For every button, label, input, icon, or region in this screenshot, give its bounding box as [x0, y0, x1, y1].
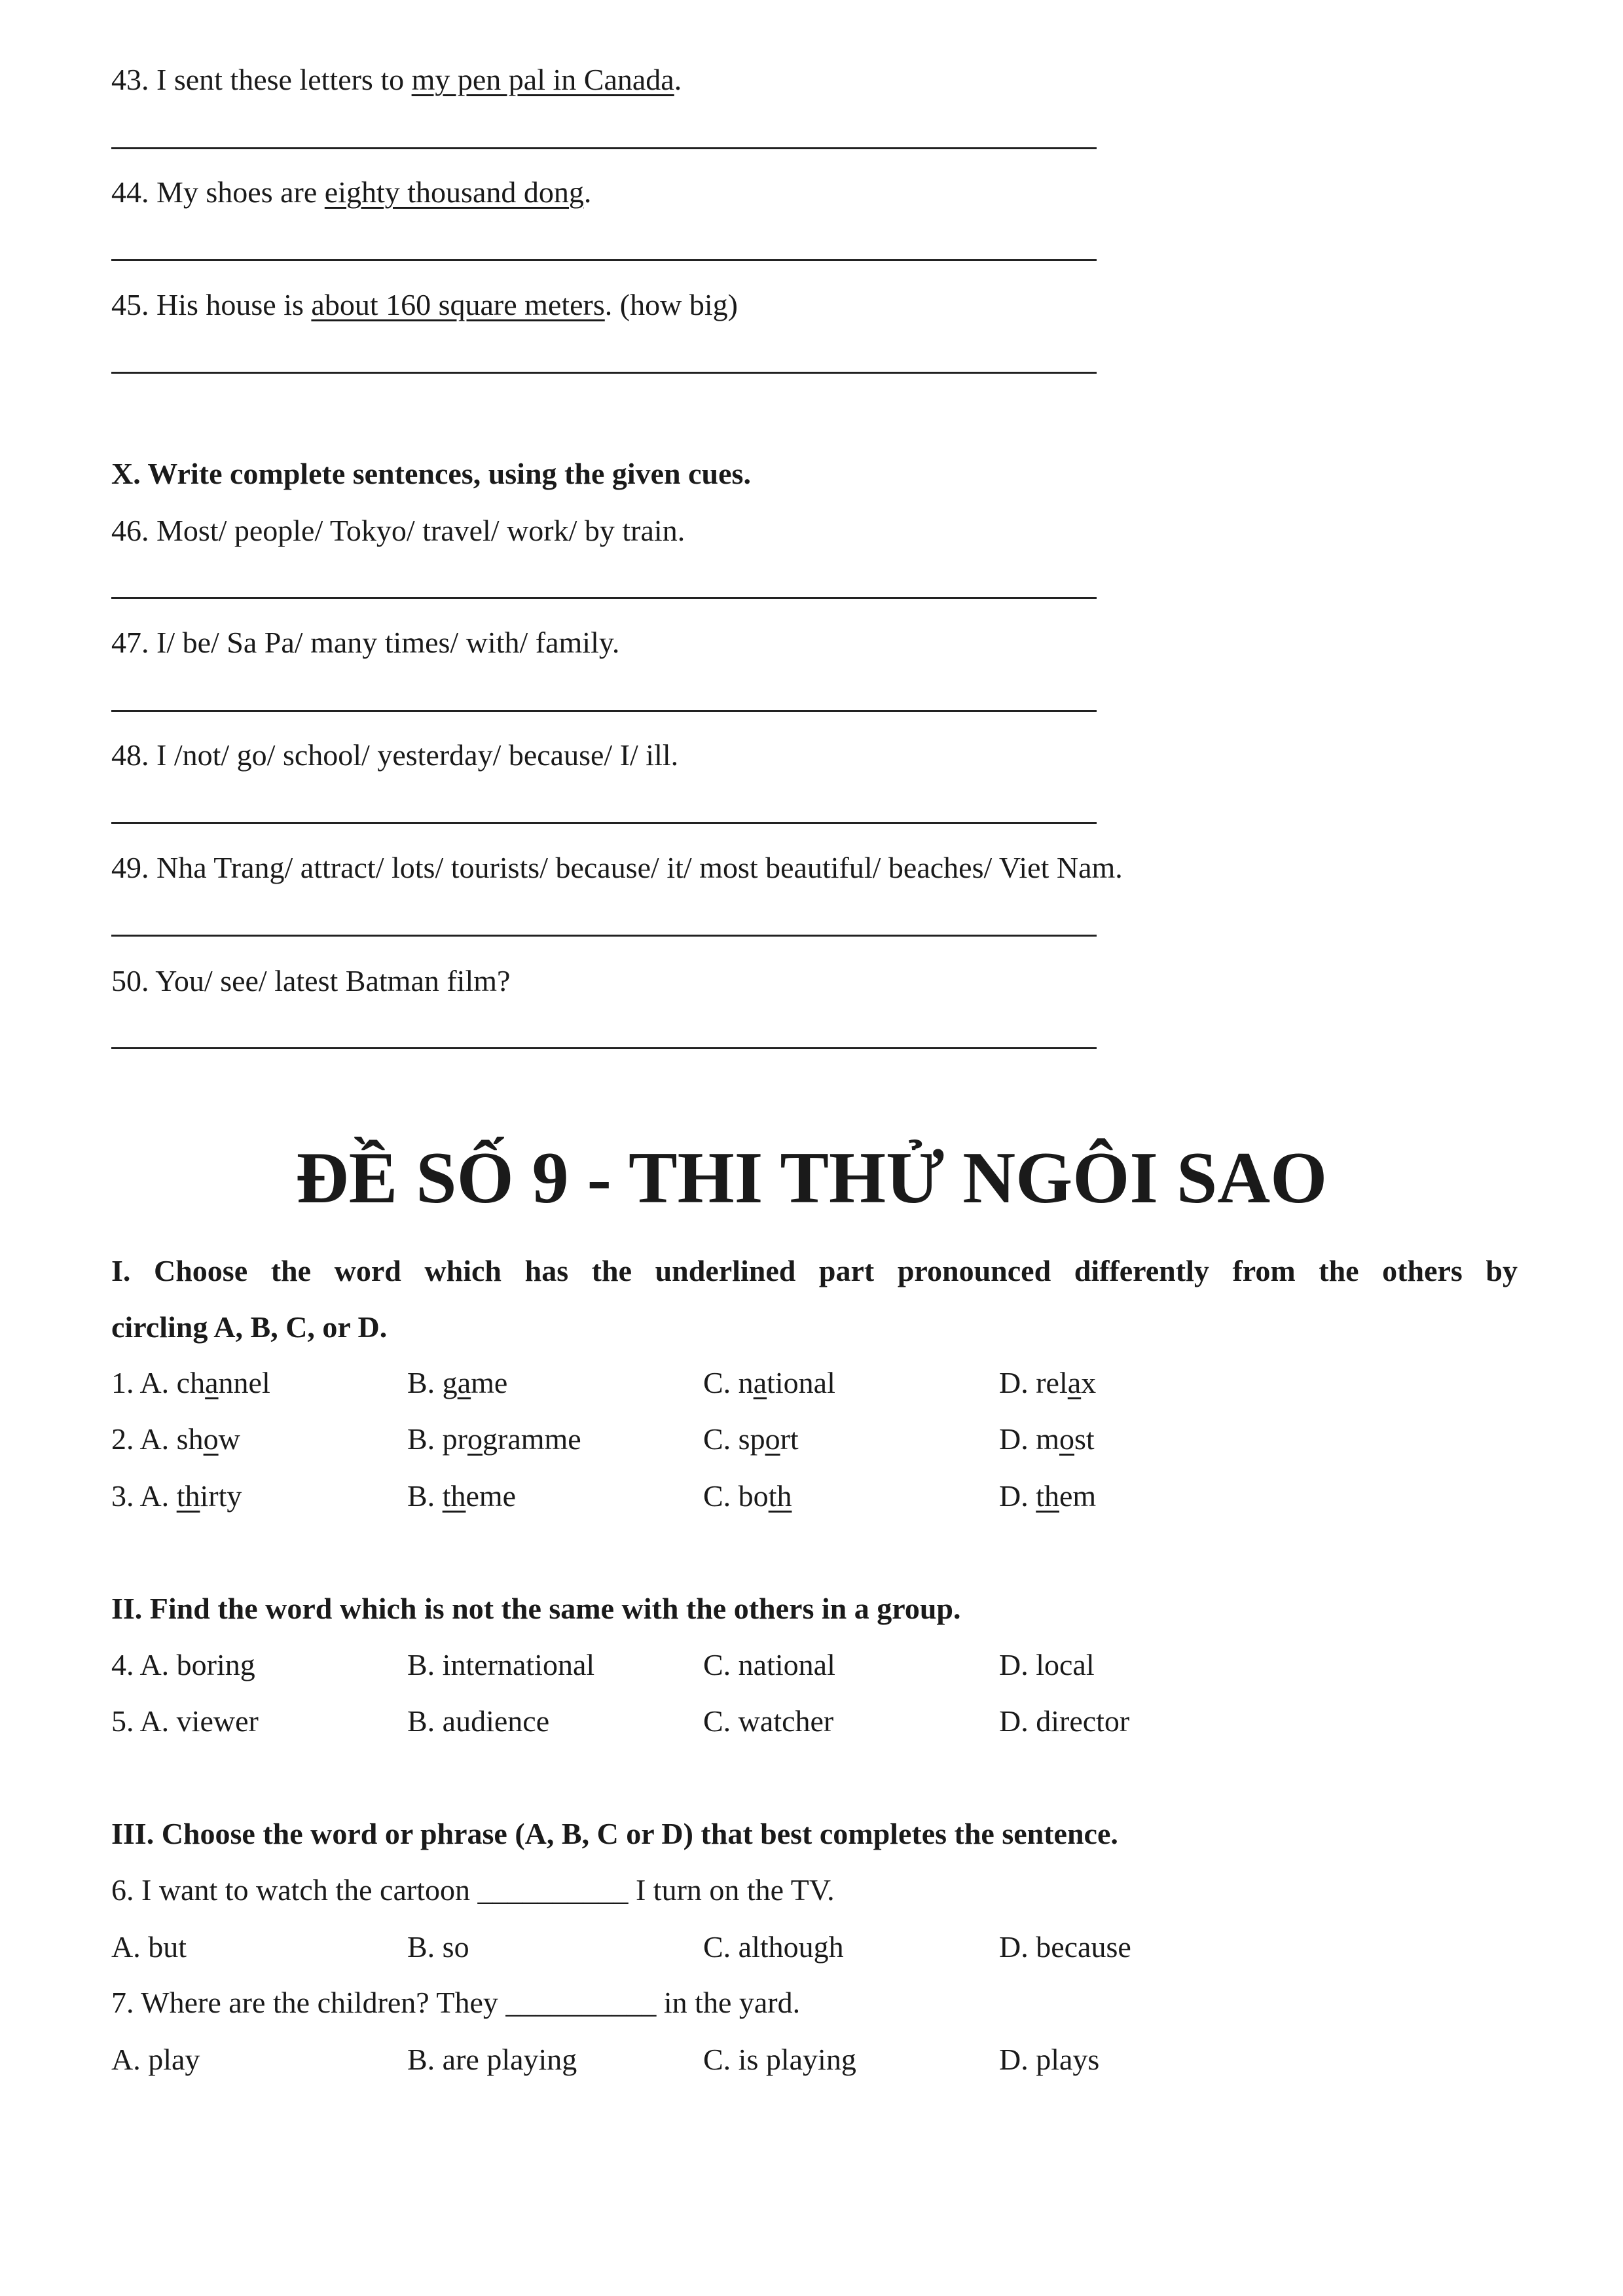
section-x-heading: X. Write complete sentences, using the given cues. [111, 457, 751, 490]
question-50: 50. You/ see/ latest Batman film? [111, 964, 511, 997]
option-3c[interactable]: C. both [703, 1479, 792, 1513]
option-3b[interactable]: B. theme [407, 1479, 517, 1513]
answer-line-48 [111, 822, 1097, 824]
option-5d[interactable]: D. director [999, 1704, 1130, 1738]
question-7: 7. Where are the children? They __________ in the yard. [111, 1986, 801, 2019]
answer-line-49 [111, 935, 1097, 937]
option-3d[interactable]: D. them [999, 1479, 1097, 1513]
exam-title: ĐỀ SỐ 9 - THI THỬ NGÔI SAO [295, 1138, 1328, 1219]
option-1d[interactable]: D. relax [999, 1366, 1097, 1399]
question-44: 44. My shoes are eighty thousand dong. [111, 175, 592, 209]
option-7a[interactable]: A. play [111, 2043, 200, 2076]
answer-line-44 [111, 259, 1097, 261]
option-2d[interactable]: D. most [999, 1422, 1095, 1456]
option-4a[interactable]: 4. A. boring [111, 1648, 255, 1681]
answer-line-45 [111, 372, 1097, 374]
option-2a[interactable]: 2. A. show [111, 1422, 240, 1456]
option-7b[interactable]: B. are playing [407, 2043, 577, 2076]
question-48: 48. I /not/ go/ school/ yesterday/ because/ I/ ill. [111, 738, 679, 772]
option-4c[interactable]: C. national [703, 1648, 835, 1681]
option-5b[interactable]: B. audience [407, 1704, 550, 1738]
question-47: 47. I/ be/ Sa Pa/ many times/ with/ family. [111, 626, 620, 659]
section-2-heading: II. Find the word which is not the same with the others in a group. [111, 1592, 961, 1625]
option-1b[interactable]: B. game [407, 1366, 508, 1399]
option-2b[interactable]: B. programme [407, 1422, 581, 1456]
option-6d[interactable]: D. because [999, 1930, 1131, 1964]
option-1a[interactable]: 1. A. channel [111, 1366, 270, 1399]
option-4d[interactable]: D. local [999, 1648, 1095, 1681]
option-6b[interactable]: B. so [407, 1930, 469, 1964]
option-6a[interactable]: A. but [111, 1930, 187, 1964]
answer-line-43 [111, 147, 1097, 149]
answer-line-47 [111, 710, 1097, 712]
option-7d[interactable]: D. plays [999, 2043, 1100, 2076]
question-6: 6. I want to watch the cartoon __________ I turn on the TV. [111, 1873, 835, 1907]
answer-line-46 [111, 597, 1097, 599]
question-45: 45. His house is about 160 square meters. (how big) [111, 288, 738, 321]
question-49: 49. Nha Trang/ attract/ lots/ tourists/ because/ it/ most beautiful/ beaches/ Viet Nam. [111, 851, 1123, 884]
section-3-heading: III. Choose the word or phrase (A, B, C or D) that best completes the sentence. [111, 1817, 1118, 1850]
answer-line-50 [111, 1047, 1097, 1049]
question-46: 46. Most/ people/ Tokyo/ travel/ work/ by train. [111, 514, 685, 547]
option-5a[interactable]: 5. A. viewer [111, 1704, 259, 1738]
section-1-heading-line2: circling A, B, C, or D. [111, 1310, 388, 1344]
option-3a[interactable]: 3. A. thirty [111, 1479, 242, 1513]
section-1-heading-line1: I. Choose the word which has the underlined part pronounced differently from the others by [111, 1254, 1518, 1287]
question-43: 43. I sent these letters to my pen pal in Canada. [111, 63, 682, 96]
option-2c[interactable]: C. sport [703, 1422, 799, 1456]
option-6c[interactable]: C. although [703, 1930, 844, 1964]
option-4b[interactable]: B. international [407, 1648, 595, 1681]
option-7c[interactable]: C. is playing [703, 2043, 856, 2076]
option-1c[interactable]: C. national [703, 1366, 835, 1399]
option-5c[interactable]: C. watcher [703, 1704, 834, 1738]
